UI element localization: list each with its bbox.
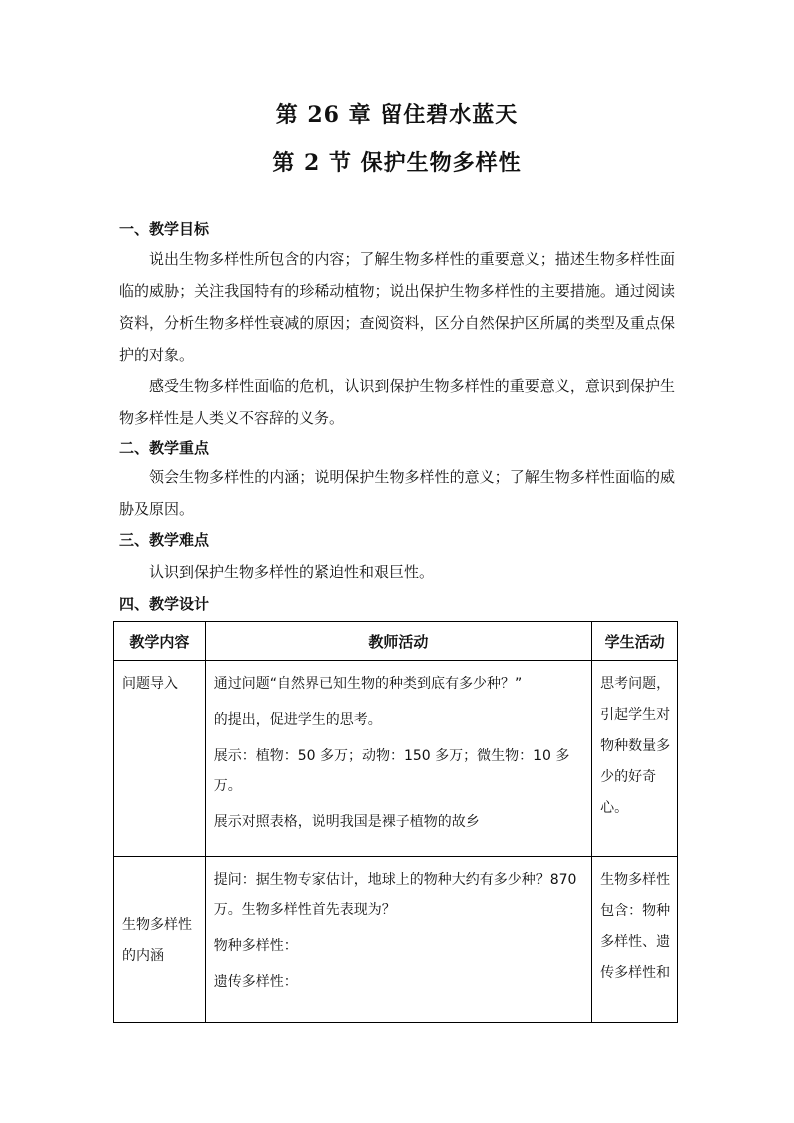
row1-teacher-line-3: 展示：植物：50 多万；动物：150 多万；微生物：10 多万。 <box>213 748 570 794</box>
teaching-design-table <box>113 621 678 1023</box>
row1-student: 思考问题，引起学生对物种数量多少的好奇心。 <box>600 676 671 816</box>
row2-teacher-line-1: 提问：据生物专家估计，地球上的物种大约有多少种？870 万。生物多样性首先表现为？ <box>213 872 577 918</box>
row1-content: 问题导入 <box>122 676 178 692</box>
key-points-paragraph: 领会生物多样性的内涵；说明保护生物多样性的意义；了解生物多样性面临的威胁及原因。 <box>119 468 675 518</box>
row2-teacher-line-2: 物种多样性： <box>213 938 298 954</box>
header-teacher: 教师活动 <box>205 622 591 661</box>
heading-key-points: 二、教学重点 <box>119 439 210 457</box>
row2-teacher-line-3: 遗传多样性： <box>213 974 298 990</box>
heading-objectives: 一、教学目标 <box>119 220 210 238</box>
objectives-paragraph-1: 说出生物多样性所包含的内容；了解生物多样性的重要意义；描述生物多样性面临的威胁；关注我国特有的珍稀动植物；说出保护生物多样性的主要措施。通过阅读资料，分析生物多样性衰减的原因；查阅资料，区分自然保护区所属的类型及重点保护的对象。 <box>119 250 675 364</box>
heading-design: 四、教学设计 <box>119 595 210 613</box>
header-content: 教学内容 <box>114 622 206 661</box>
row1-teacher-line-4: 展示对照表格，说明我国是裸子植物的故乡 <box>213 814 480 830</box>
row1-teacher-line-1: 通过问题“自然界已知生物的种类到底有多少种？” <box>213 676 523 692</box>
row2-student: 生物多样性包含：物种多样性、遗传多样性和 <box>600 872 671 981</box>
difficulties-paragraph: 认识到保护生物多样性的紧迫性和艰巨性。 <box>149 563 435 581</box>
table-row <box>114 857 678 1023</box>
table-header-row <box>114 622 678 661</box>
row1-teacher-line-2: 的提出，促进学生的思考。 <box>213 712 382 728</box>
row2-content: 生物多样性的内涵 <box>122 916 192 964</box>
objectives-paragraph-2: 感受生物多样性面临的危机，认识到保护生物多样性的重要意义，意识到保护生物多样性是人类义不容辞的义务。 <box>119 377 675 427</box>
table-row <box>114 661 678 857</box>
header-student: 学生活动 <box>592 622 678 661</box>
heading-difficulties: 三、教学难点 <box>119 531 210 549</box>
chapter-title: 第 26 章 留住碧水蓝天 <box>275 102 519 128</box>
section-title: 第 2 节 保护生物多样性 <box>272 150 522 176</box>
